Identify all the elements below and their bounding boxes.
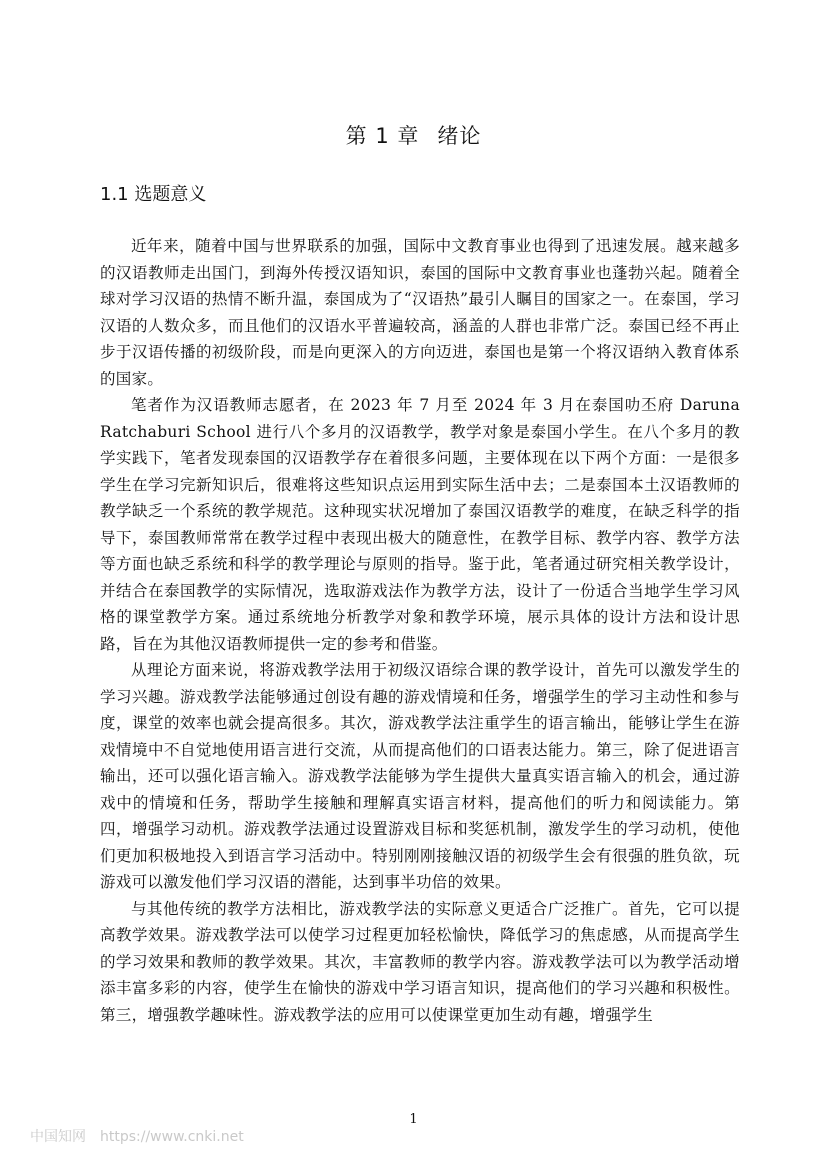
- paragraph: 与其他传统的教学方法相比，游戏教学法的实际意义更适合广泛推广。首先，它可以提高教学效果。游戏教学法可以使学习过程更加轻松愉快，降低学习的焦虑感，从而提高学生的学习效果和教师的教学效果。其次，丰富教师的教学内容。游戏教学法可以为教学活动增添丰富多彩的内容，使学生在愉快的游戏中学习语言知识，提高他们的学习兴趣和积极性。第三，增强教学趣味性。游戏教学法的应用可以使课堂更加生动有趣，增强学生: [100, 899, 740, 1024]
- chapter-name: 绪论: [437, 124, 482, 148]
- page-number: 1: [409, 1112, 418, 1127]
- paragraph: 从理论方面来说，将游戏教学法用于初级汉语综合课的教学设计，首先可以激发学生的学习兴趣。游戏教学法能够通过创设有趣的游戏情境和任务，增强学生的学习主动性和参与度，课堂的效率也就会提高很多。其次，游戏教学法注重学生的语言输出，能够让学生在游戏情境中不自觉地使用语言进行交流，从而提高他们的口语表达能力。第三，除了促进语言输出，还可以强化语言输入。游戏教学法能够为学生提供大量真实语言输入的机会，通过游戏中的情境和任务，帮助学生接触和理解真实语言材料，提高他们的听力和阅读能力。第四，增强学习动机。游戏教学法通过设置游戏目标和奖惩机制，激发学生的学习动机，使他们更加积极地投入到语言学习活动中。特别刚刚接触汉语的初级学生会有很强的胜负欲，玩游戏可以激发他们学习汉语的潜能，达到事半功倍的效果。: [100, 661, 740, 891]
- chapter-number: 第 1 章: [345, 124, 420, 148]
- section-title: 1.1 选题意义: [100, 184, 207, 205]
- chapter-title: [0, 120, 827, 150]
- watermark-brand: 中国知网: [30, 1129, 86, 1145]
- paragraph: 近年来，随着中国与世界联系的加强，国际中文教育事业也得到了迅速发展。越来越多的汉语教师走出国门，到海外传授汉语知识，泰国的国际中文教育事业也蓬勃兴起。随着全球对学习汉语的热情不断升温，泰国成为了“汉语热”最引人瞩目的国家之一。在泰国，学习汉语的人数众多，而且他们的汉语水平普遍较高，涵盖的人群也非常广泛。泰国已经不再止步于汉语传播的初级阶段，而是向更深入的方向迈进，泰国也是第一个将汉语纳入教育体系的国家。: [100, 237, 740, 388]
- watermark-url: https://www.cnki.net: [100, 1129, 244, 1145]
- paragraph: 笔者作为汉语教师志愿者，在 2023 年 7 月至 2024 年 3 月在泰国叻丕府 Daruna Ratchaburi School 进行八个多月的汉语教学，教学对象是泰国小学生。在八个多月的教学实践下，笔者发现泰国的汉语教学存在着很多问题，主要体现在以下两个方面：一是很多学生在学习完新知识后，很难将这些知识点运用到实际生活中去；二是泰国本土汉语教师的教学缺乏一个系统的教学规范。这种现实状况增加了泰国汉语教学的难度，在缺乏科学的指导下，泰国教师常常在教学过程中表现出极大的随意性，在教学目标、教学内容、教学方法等方面也缺乏系统和科学的教学理论与原则的指导。鉴于此，笔者通过研究相关教学设计，并结合在泰国教学的实际情况，选取游戏法作为教学方法，设计了一份适合当地学生学习风格的课堂教学方案。通过系统地分析教学对象和教学环境，展示具体的设计方法和设计思路，旨在为其他汉语教师提供一定的参考和借鉴。: [100, 396, 740, 653]
- watermark: [30, 1126, 258, 1146]
- body-text: [100, 233, 740, 1028]
